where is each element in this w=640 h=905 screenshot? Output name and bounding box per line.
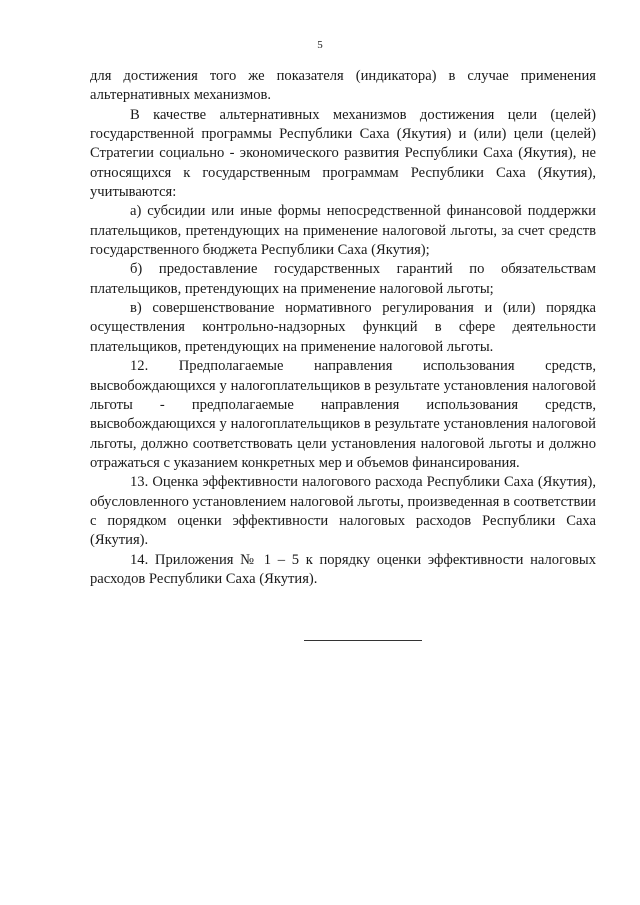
paragraph-continuation: для достижения того же показателя (индикатора) в случае применения альтернативных механизмов. <box>90 68 596 104</box>
end-separator-line <box>304 640 422 641</box>
paragraph-alternative-mechanisms: В качестве альтернативных механизмов достижения цели (целей) государственной программы Республики Саха (Якутия) и (или) цели (целей) Стратегии социально - экономического развития Республики Саха (Якутия), не относящихся к государственным программам Республики Саха (Якутия), учитываются: <box>90 106 596 201</box>
page-number: 5 <box>317 39 323 51</box>
paragraph-clause-12: 12. Предполагаемые направления использования средств, высвобождающихся у налогоплательщиков в результате установления налоговой льготы - предполагаемые направления использования средств, высвобождающихся у налогоплательщиков в результате установления налоговой льготы, должно соответствовать цели установления налоговой льготы и должно отражаться с указанием конкретных мер и объемов финансирования. <box>90 358 596 471</box>
paragraph-clause-14: 14. Приложения № 1 – 5 к порядку оценки эффективности налоговых расходов Республики Саха (Якутия). <box>90 551 596 587</box>
paragraph-item-c: в) совершенствование нормативного регулирования и (или) порядка осуществления контрольно-надзорных функций в сфере деятельности плательщиков, претендующих на применение налоговой льготы. <box>90 300 596 355</box>
paragraph-item-a: а) субсидии или иные формы непосредственной финансовой поддержки плательщиков, претендующих на применение налоговой льготы, за счет средств государственного бюджета Республики Саха (Якутия); <box>90 203 596 259</box>
document-body <box>90 67 596 589</box>
paragraph-clause-13: 13. Оценка эффективности налогового расхода Республики Саха (Якутия), обусловленного установлением налоговой льготы, произведенная в соответствии с порядком оценки эффективности налоговых расходов Республики Саха (Якутия). <box>90 474 596 549</box>
paragraph-item-b: б) предоставление государственных гарантий по обязательствам плательщиков, претендующих на применение налоговой льготы; <box>90 261 596 297</box>
